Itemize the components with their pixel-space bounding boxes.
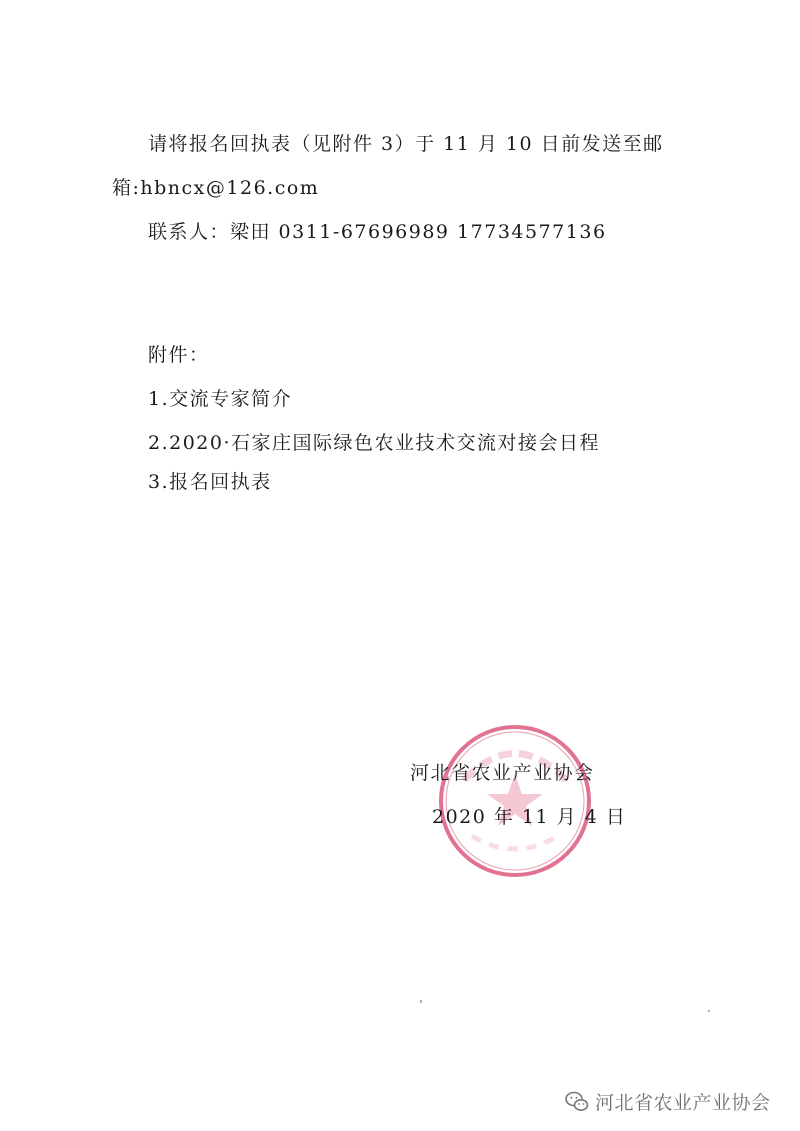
official-seal-stamp [436,722,594,880]
body-paragraph: 请将报名回执表（见附件 3）于 11 月 10 日前发送至邮 [148,133,664,155]
scan-speck [420,1000,422,1003]
watermark-text: 河北省农业产业协会 [595,1092,771,1114]
attachments-heading: 附件： [148,344,210,366]
attachment-item: 1.交流专家简介 [148,388,293,410]
attachment-item: 2.2020·石家庄国际绿色农业技术交流对接会日程 [148,432,601,454]
signature-organization: 河北省农业产业协会 [410,762,595,784]
signature-date: 2020 年 11 月 4 日 [432,806,627,828]
wechat-watermark [565,1088,771,1115]
wechat-icon [565,1091,589,1113]
body-paragraph-continuation: 箱:hbncx@126.com [112,177,320,199]
contact-line: 联系人：梁田 0311-67696989 17734577136 [148,221,607,243]
attachment-item: 3.报名回执表 [148,471,272,493]
scan-speck [708,1010,710,1012]
